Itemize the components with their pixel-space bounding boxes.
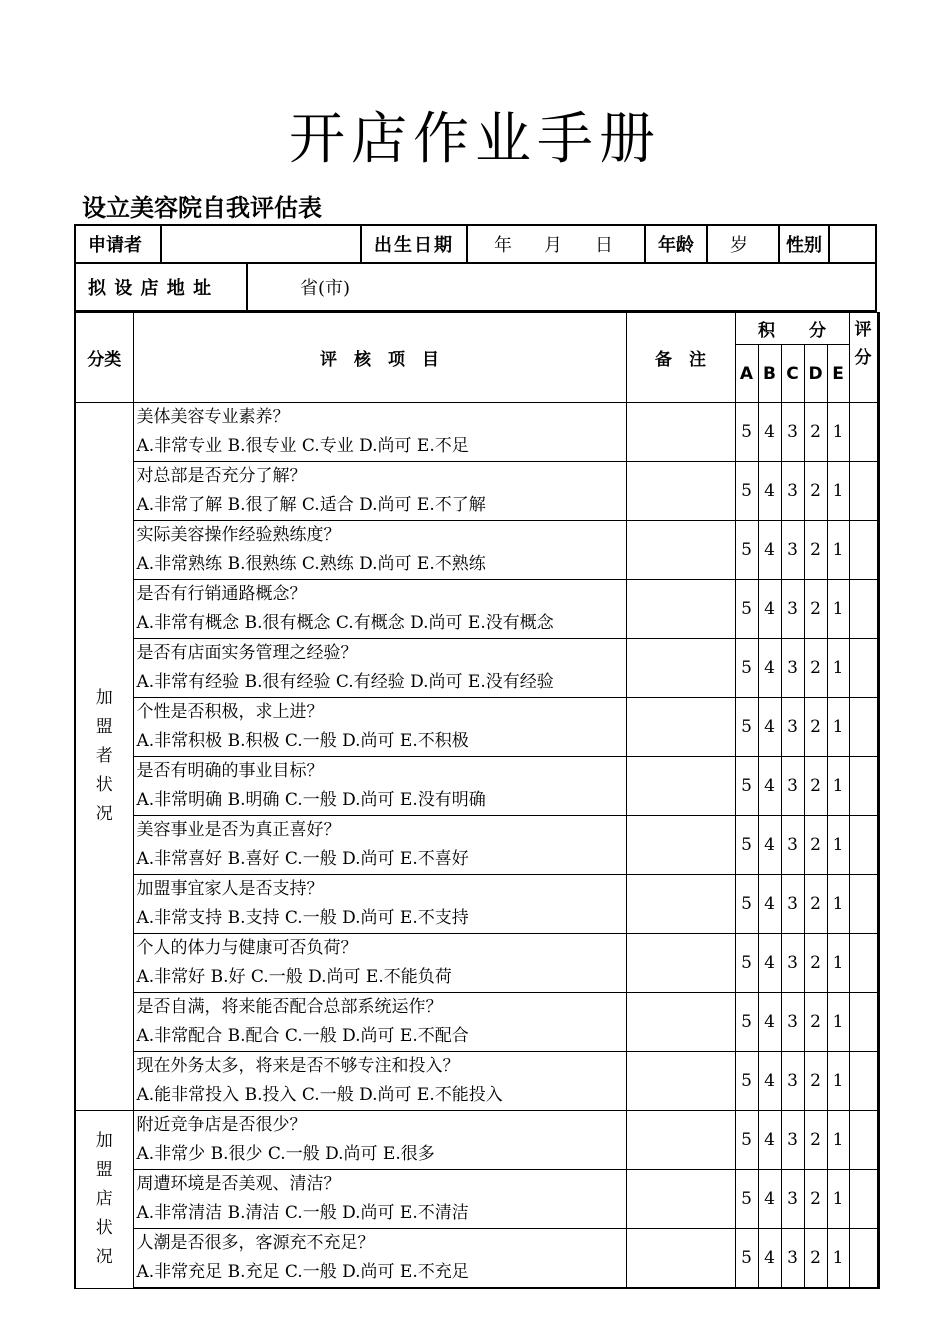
item-question: 是否有店面实务管理之经验？ [136, 643, 358, 663]
grade-cell[interactable] [849, 698, 878, 757]
score-option[interactable]: 5 [735, 580, 758, 639]
grade-cell[interactable] [849, 816, 878, 875]
table-row [75, 816, 878, 875]
score-option[interactable]: 4 [758, 1170, 781, 1229]
age-unit: 岁 [730, 235, 748, 256]
table-row [75, 934, 878, 993]
score-option[interactable]: 1 [827, 698, 849, 757]
score-option[interactable]: 4 [758, 875, 781, 934]
score-option[interactable]: 3 [781, 639, 804, 698]
note-cell[interactable] [626, 639, 735, 698]
table-row [75, 993, 878, 1052]
note-cell[interactable] [626, 934, 735, 993]
score-option[interactable]: 5 [735, 1111, 758, 1170]
table-row [75, 875, 878, 934]
item-question: 现在外务太多，将来是否不够专注和投入？ [136, 1056, 460, 1076]
item-question: 附近竞争店是否很少？ [136, 1115, 307, 1135]
evaluation-item [133, 462, 626, 521]
score-option[interactable]: 2 [804, 875, 827, 934]
category-header: 分类 [75, 313, 133, 403]
evaluation-item [133, 757, 626, 816]
year-label: 年 [494, 235, 512, 256]
score-option[interactable]: 3 [781, 875, 804, 934]
note-cell[interactable] [626, 875, 735, 934]
item-question: 实际美容操作经验熟练度？ [136, 525, 341, 545]
item-question: 加盟事宜家人是否支持？ [136, 879, 324, 899]
score-option[interactable]: 2 [804, 1052, 827, 1111]
score-option[interactable]: 3 [781, 1052, 804, 1111]
item-question: 美体美容专业素养？ [136, 407, 290, 427]
evaluation-item [133, 816, 626, 875]
item-options: A.非常好 B.好 C.一般 D.尚可 E.不能负荷 [136, 967, 452, 987]
evaluation-item [133, 580, 626, 639]
category-cell [75, 1111, 133, 1289]
score-option[interactable]: 5 [735, 521, 758, 580]
score-option[interactable]: 5 [735, 1170, 758, 1229]
item-question: 人潮是否很多，客源充不充足？ [136, 1233, 375, 1253]
score-option[interactable]: 1 [827, 934, 849, 993]
score-option[interactable]: 2 [804, 1229, 827, 1289]
score-option[interactable]: 3 [781, 462, 804, 521]
note-cell[interactable] [626, 816, 735, 875]
table-row [75, 1111, 878, 1170]
item-options: A.非常少 B.很少 C.一般 D.尚可 E.很多 [136, 1144, 435, 1164]
evaluation-item [133, 1170, 626, 1229]
applicant-label: 申请者 [88, 235, 142, 256]
score-option[interactable]: 1 [827, 1229, 849, 1289]
score-option[interactable]: 4 [758, 580, 781, 639]
evaluation-item [133, 698, 626, 757]
note-cell[interactable] [626, 462, 735, 521]
note-cell[interactable] [626, 403, 735, 462]
grade-cell[interactable] [849, 403, 878, 462]
note-cell[interactable] [626, 993, 735, 1052]
evaluation-item [133, 934, 626, 993]
score-option[interactable]: 2 [804, 639, 827, 698]
score-option[interactable]: 3 [781, 816, 804, 875]
score-option[interactable]: 5 [735, 875, 758, 934]
month-label: 月 [544, 235, 562, 256]
category-cell [75, 403, 133, 1111]
evaluation-item [133, 993, 626, 1052]
grade-cell[interactable] [849, 521, 878, 580]
score-option[interactable]: 5 [735, 1229, 758, 1289]
note-cell[interactable] [626, 698, 735, 757]
item-options: A.非常充足 B.充足 C.一般 D.尚可 E.不充足 [136, 1262, 469, 1282]
table-row [75, 698, 878, 757]
item-options: A.非常有概念 B.很有概念 C.有概念 D.尚可 E.没有概念 [136, 613, 554, 633]
evaluation-item [133, 639, 626, 698]
score-option[interactable]: 2 [804, 698, 827, 757]
score-option[interactable]: 5 [735, 993, 758, 1052]
grade-cell[interactable] [849, 1052, 878, 1111]
dob-label: 出生日期 [360, 226, 466, 262]
score-option[interactable]: 5 [735, 757, 758, 816]
score-option[interactable]: 5 [735, 934, 758, 993]
item-options: A.能非常投入 B.投入 C.一般 D.尚可 E.不能投入 [136, 1085, 503, 1105]
score-option[interactable]: 3 [781, 521, 804, 580]
score-option[interactable]: 2 [804, 403, 827, 462]
grade-cell[interactable] [849, 580, 878, 639]
score-option[interactable]: 2 [804, 1170, 827, 1229]
score-option[interactable]: 4 [758, 462, 781, 521]
score-option[interactable]: 1 [827, 403, 849, 462]
item-question: 周遭环境是否美观、清洁？ [136, 1174, 341, 1194]
grade-letter-d: D [804, 345, 827, 403]
grade-cell[interactable] [849, 639, 878, 698]
score-option[interactable]: 4 [758, 934, 781, 993]
address-row [74, 264, 877, 312]
note-header: 备 注 [626, 313, 735, 403]
score-option[interactable]: 1 [827, 1170, 849, 1229]
item-options: A.非常有经验 B.很有经验 C.有经验 D.尚可 E.没有经验 [136, 672, 554, 692]
score-option[interactable]: 1 [827, 639, 849, 698]
note-cell[interactable] [626, 1111, 735, 1170]
applicant-info-row [74, 224, 877, 264]
item-options: A.非常专业 B.很专业 C.专业 D.尚可 E.不足 [136, 436, 469, 456]
score-option[interactable]: 4 [758, 1229, 781, 1289]
grade-letter-c: C [781, 345, 804, 403]
category-label: 加盟者状况 [95, 688, 113, 824]
score-option[interactable]: 5 [735, 639, 758, 698]
table-row [75, 403, 878, 462]
gender-label: 性别 [778, 226, 828, 262]
score-option[interactable]: 1 [827, 462, 849, 521]
item-options: A.非常配合 B.配合 C.一般 D.尚可 E.不配合 [136, 1026, 469, 1046]
note-cell[interactable] [626, 580, 735, 639]
grade-cell[interactable] [849, 875, 878, 934]
score-option[interactable]: 3 [781, 403, 804, 462]
evaluation-item [133, 1111, 626, 1170]
grade-cell[interactable] [849, 1229, 878, 1289]
gender-field[interactable] [828, 226, 875, 262]
age-label: 年龄 [644, 226, 706, 262]
item-question: 是否有明确的事业目标？ [136, 761, 324, 781]
table-row [75, 521, 878, 580]
score-option[interactable]: 5 [735, 403, 758, 462]
grade-letter-b: B [758, 345, 781, 403]
item-options: A.非常积极 B.积极 C.一般 D.尚可 E.不积极 [136, 731, 469, 751]
evaluation-item [133, 403, 626, 462]
dob-field[interactable] [466, 226, 644, 262]
score-option[interactable]: 2 [804, 462, 827, 521]
grade-cell[interactable] [849, 462, 878, 521]
score-option[interactable]: 1 [827, 757, 849, 816]
score-option[interactable]: 2 [804, 993, 827, 1052]
score-option[interactable]: 5 [735, 816, 758, 875]
table-row [75, 1170, 878, 1229]
evaluation-item [133, 1229, 626, 1289]
item-options: A.非常喜好 B.喜好 C.一般 D.尚可 E.不喜好 [136, 849, 469, 869]
item-options: A.非常明确 B.明确 C.一般 D.尚可 E.没有明确 [136, 790, 486, 810]
evaluation-table [74, 312, 880, 1289]
score-option[interactable]: 2 [804, 757, 827, 816]
score-option[interactable]: 1 [827, 875, 849, 934]
score-option[interactable]: 1 [827, 580, 849, 639]
day-label: 日 [595, 235, 613, 256]
score-option[interactable]: 1 [827, 993, 849, 1052]
score-option[interactable]: 2 [804, 934, 827, 993]
score-option[interactable]: 4 [758, 816, 781, 875]
score-option[interactable]: 4 [758, 993, 781, 1052]
item-question: 美容事业是否为真正喜好？ [136, 820, 341, 840]
table-row [75, 580, 878, 639]
note-cell[interactable] [626, 1229, 735, 1289]
score-option[interactable]: 2 [804, 1111, 827, 1170]
item-options: A.非常支持 B.支持 C.一般 D.尚可 E.不支持 [136, 908, 469, 928]
score-option[interactable]: 3 [781, 698, 804, 757]
note-cell[interactable] [626, 521, 735, 580]
table-header-row [75, 313, 878, 345]
score-option[interactable]: 3 [781, 1111, 804, 1170]
applicant-name-field[interactable] [160, 226, 360, 262]
item-question: 个人的体力与健康可否负荷？ [136, 938, 358, 958]
item-options: A.非常熟练 B.很熟练 C.熟练 D.尚可 E.不熟练 [136, 554, 486, 574]
evaluation-item [133, 1052, 626, 1111]
table-row [75, 462, 878, 521]
score-option[interactable]: 5 [735, 1052, 758, 1111]
score-option[interactable]: 2 [804, 816, 827, 875]
item-question: 个性是否积极，求上进？ [136, 702, 324, 722]
item-question: 是否有行销通路概念？ [136, 584, 307, 604]
score-option[interactable]: 5 [735, 698, 758, 757]
score-option[interactable]: 3 [781, 1229, 804, 1289]
score-option[interactable]: 1 [827, 521, 849, 580]
note-cell[interactable] [626, 1052, 735, 1111]
address-label: 拟 设 店 地 址 [88, 278, 213, 299]
score-option[interactable]: 1 [827, 1052, 849, 1111]
form-subtitle: 设立美容院自我评估表 [82, 194, 322, 222]
score-option[interactable]: 4 [758, 757, 781, 816]
grade-cell[interactable] [849, 757, 878, 816]
grade-letter-a: A [735, 345, 758, 403]
address-field[interactable] [246, 264, 875, 310]
grade-cell[interactable] [849, 993, 878, 1052]
points-header: 积 分 [735, 313, 849, 345]
note-cell[interactable] [626, 1170, 735, 1229]
grade-cell[interactable] [849, 934, 878, 993]
table-row [75, 1229, 878, 1289]
score-option[interactable]: 3 [781, 993, 804, 1052]
score-option[interactable]: 4 [758, 639, 781, 698]
grade-cell[interactable] [849, 1170, 878, 1229]
score-option[interactable]: 2 [804, 521, 827, 580]
item-question: 是否自满，将来能否配合总部系统运作？ [136, 997, 443, 1017]
score-option[interactable]: 2 [804, 580, 827, 639]
category-label: 加盟店状况 [95, 1130, 113, 1267]
score-option[interactable]: 3 [781, 1170, 804, 1229]
score-option[interactable]: 4 [758, 1111, 781, 1170]
score-option[interactable]: 1 [827, 816, 849, 875]
score-option[interactable]: 3 [781, 580, 804, 639]
grade-letter-e: E [827, 345, 849, 403]
table-row [75, 639, 878, 698]
grade-cell[interactable] [849, 1111, 878, 1170]
score-option[interactable]: 4 [758, 521, 781, 580]
score-option[interactable]: 4 [758, 403, 781, 462]
score-option[interactable]: 3 [781, 934, 804, 993]
score-option[interactable]: 3 [781, 757, 804, 816]
item-options: A.非常了解 B.很了解 C.适合 D.尚可 E.不了解 [136, 495, 486, 515]
note-cell[interactable] [626, 757, 735, 816]
province-label: 省(市) [300, 278, 351, 299]
table-row [75, 757, 878, 816]
item-question: 对总部是否充分了解？ [136, 466, 307, 486]
score-option[interactable]: 4 [758, 1052, 781, 1111]
table-row [75, 1052, 878, 1111]
document-title: 开店作业手册 [289, 107, 661, 172]
score-option[interactable]: 1 [827, 1111, 849, 1170]
score-option[interactable]: 5 [735, 462, 758, 521]
score-option[interactable]: 4 [758, 698, 781, 757]
item-options: A.非常清洁 B.清洁 C.一般 D.尚可 E.不清洁 [136, 1203, 469, 1223]
grade-header: 评分 [849, 313, 878, 403]
evaluation-item [133, 521, 626, 580]
item-header: 评 核 项 目 [133, 313, 626, 403]
evaluation-item [133, 875, 626, 934]
age-field[interactable] [706, 226, 778, 262]
